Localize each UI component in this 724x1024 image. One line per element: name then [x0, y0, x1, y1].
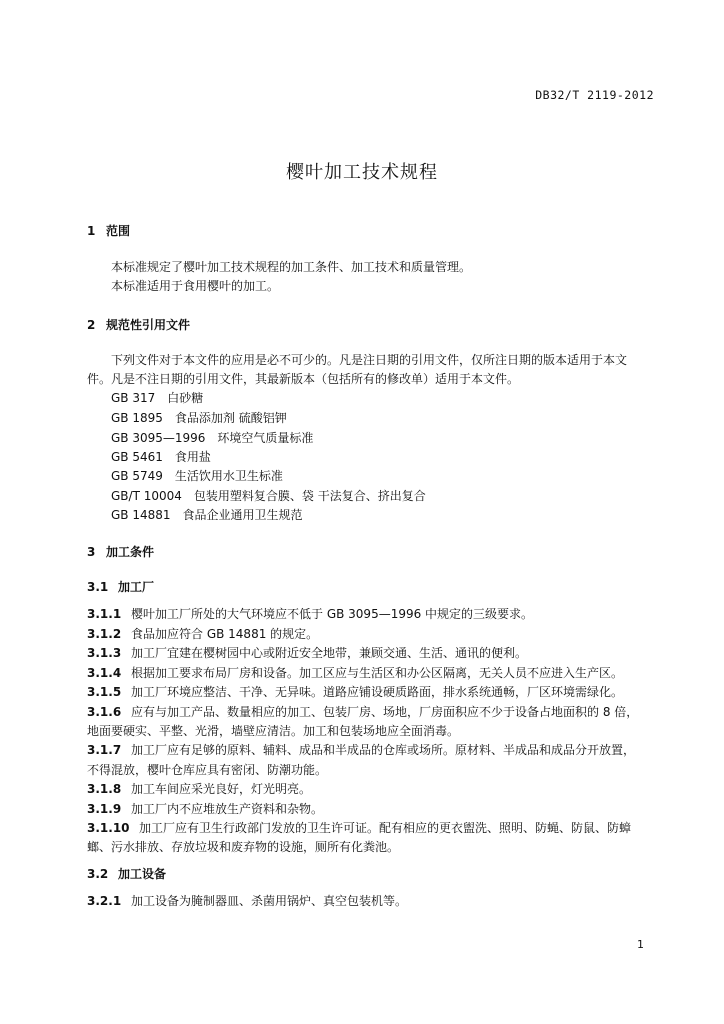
- section-2-number: 2: [87, 318, 96, 332]
- clause-text: 樱叶加工厂所处的大气环境应不低于 GB 3095—1996 中规定的三级要求。: [131, 607, 534, 621]
- clause-number: 3.1.3: [87, 646, 122, 660]
- subsection-3-1-heading: 加工厂: [118, 580, 155, 594]
- reference-item: GB 5749 生活饮用水卫生标准: [111, 469, 283, 483]
- clause-text: 加工设备为腌制器皿、杀菌用锅炉、真空包装机等。: [131, 894, 408, 908]
- clause-text: 加工厂宜建在樱树园中心或附近安全地带，兼顾交通、生活、通讯的便利。: [131, 646, 528, 660]
- clause-number: 3.1.8: [87, 782, 122, 796]
- clause-text: 加工车间应采光良好，灯光明亮。: [131, 782, 312, 796]
- reference-item: GB 1895 食品添加剂 硫酸铝钾: [111, 411, 287, 425]
- clause-number: 3.1.2: [87, 627, 122, 641]
- clause-number: 3.1.7: [87, 743, 122, 757]
- section-2-intro-line-2: 件。凡是不注日期的引用文件，其最新版本（包括所有的修改单）适用于本文件。: [87, 372, 520, 386]
- section-3-number: 3: [87, 545, 96, 559]
- clause-number: 3.2.1: [87, 894, 122, 908]
- clause-text: 加工厂内不应堆放生产资料和杂物。: [131, 802, 324, 816]
- page-number: 1: [637, 938, 644, 951]
- clause-text: 食品加应符合 GB 14881 的规定。: [131, 627, 319, 641]
- subsection-3-1-number: 3.1: [87, 580, 109, 594]
- clause-text: 加工厂环境应整洁、干净、无异味。道路应铺设硬质路面，排水系统通畅，厂区环境需绿化。: [131, 685, 624, 699]
- clause-number: 3.1.1: [87, 607, 122, 621]
- clause-text: 根据加工要求布局厂房和设备。加工区应与生活区和办公区隔离，无关人员不应进入生产区。: [131, 666, 624, 680]
- section-1-paragraph-1: 本标准规定了樱叶加工技术规程的加工条件、加工技术和质量管理。: [111, 260, 472, 274]
- section-1-paragraph-2: 本标准适用于食用樱叶的加工。: [111, 279, 280, 293]
- section-2-intro-line-1: 下列文件对于本文件的应用是必不可少的。凡是注日期的引用文件，仅所注日期的版本适用于本文: [111, 353, 628, 367]
- clause-number: 3.1.5: [87, 685, 122, 699]
- reference-item: GB 317 白砂糖: [111, 391, 204, 405]
- clause-text-continued: 不得混放，樱叶仓库应具有密闭、防潮功能。: [87, 763, 328, 777]
- clause-text: 加工厂应有足够的原料、辅料、成品和半成品的仓库或场所。原材料、半成品和成品分开放置，: [131, 743, 636, 757]
- reference-item: GB 5461 食用盐: [111, 450, 211, 464]
- reference-item: GB 14881 食品企业通用卫生规范: [111, 508, 303, 522]
- clause-number: 3.1.4: [87, 666, 122, 680]
- clause-number: 3.1.9: [87, 802, 122, 816]
- clause-number: 3.1.10: [87, 821, 130, 835]
- document-code: DB32/T 2119-2012: [535, 88, 654, 102]
- clause-text-continued: 螂、污水排放、存放垃圾和废弃物的设施，厕所有化粪池。: [87, 840, 400, 854]
- section-1-heading: 范围: [106, 224, 131, 238]
- section-2-heading: 规范性引用文件: [106, 318, 191, 332]
- document-title: 樱叶加工技术规程: [286, 162, 438, 183]
- reference-item: GB/T 10004 包装用塑料复合膜、袋 干法复合、挤出复合: [111, 489, 426, 503]
- subsection-3-2-number: 3.2: [87, 867, 109, 881]
- subsection-3-2-heading: 加工设备: [118, 867, 167, 881]
- clause-number: 3.1.6: [87, 705, 122, 719]
- clause-text: 应有与加工产品、数量相应的加工、包装厂房、场地，厂房面积应不少于设备占地面积的 8 倍，: [131, 705, 639, 719]
- clause-text-continued: 地面要硬实、平整、光滑，墙壁应清洁。加工和包装场地应全面消毒。: [87, 724, 460, 738]
- section-1-number: 1: [87, 224, 96, 238]
- reference-item: GB 3095—1996 环境空气质量标准: [111, 431, 314, 445]
- clause-text: 加工厂应有卫生行政部门发放的卫生许可证。配有相应的更衣盥洗、照明、防蝇、防鼠、防蟑: [139, 821, 632, 835]
- section-3-heading: 加工条件: [106, 545, 155, 559]
